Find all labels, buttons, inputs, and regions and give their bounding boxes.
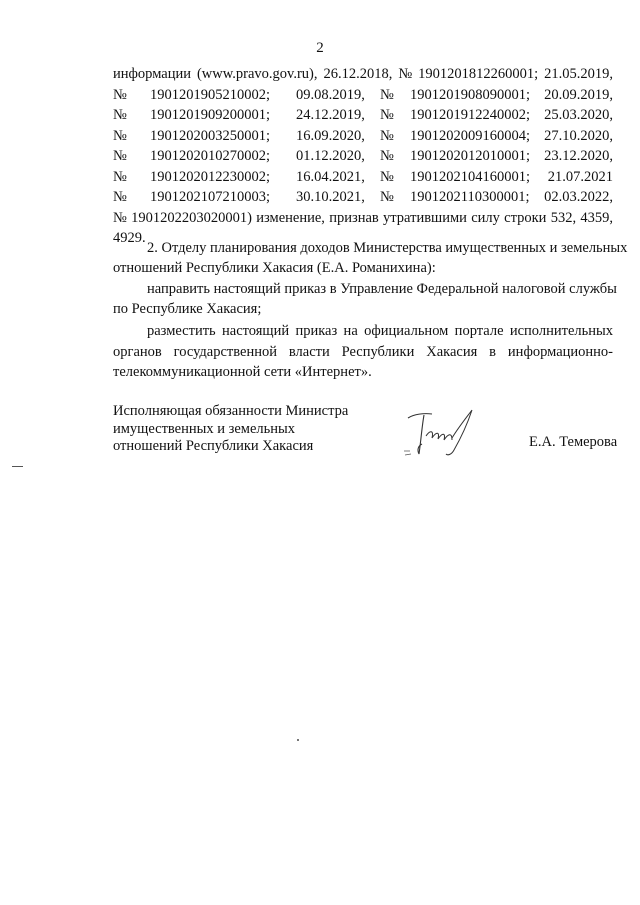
registry-row	[113, 189, 613, 210]
registry-date: 27.10.2020,	[544, 127, 613, 144]
registry-number: 1901202012010001;	[410, 148, 531, 164]
number-sign: №	[380, 168, 394, 185]
closing-word: №	[113, 209, 127, 226]
registry-date: 23.12.2020,	[544, 148, 613, 164]
registry-number: 1901201905210002;	[150, 86, 271, 103]
registry-date: 02.03.2022,	[544, 189, 613, 205]
closing-word: строки	[504, 209, 547, 226]
registry-date: 25.03.2020,	[544, 107, 613, 123]
item-2-line-3: телекоммуникационной сети «Интернет».	[113, 364, 372, 380]
number-sign: №	[113, 107, 127, 123]
page-number: 2	[316, 40, 324, 56]
registry-number: 1901202010270002;	[150, 148, 271, 164]
item-2-line-1	[113, 321, 613, 342]
registry-date: 16.09.2020,	[296, 127, 365, 144]
item-2-paragraph	[113, 321, 613, 383]
registry-date: 09.08.2019,	[296, 86, 365, 103]
registry-row	[113, 148, 613, 169]
registry-number: 1901202104160001;	[410, 168, 531, 185]
item-1-line-1: направить настоящий приказ в Управление Федеральной налоговой службы	[147, 281, 617, 297]
closing-word: силу	[471, 209, 500, 226]
registry-row	[113, 107, 613, 128]
paragraph-2-line-2: отношений Республики Хакасия (Е.А. Романихина):	[113, 260, 436, 276]
registry-date: 24.12.2019,	[296, 107, 365, 123]
number-sign: №	[380, 148, 394, 164]
signature-block	[113, 403, 348, 456]
registry-number: 1901202003250001;	[150, 127, 271, 144]
registry-word: 21.05.2019,	[544, 66, 613, 82]
registry-number: 1901201909200001;	[150, 107, 271, 123]
closing-word: 1901202203020001)	[131, 209, 252, 226]
registry-row	[113, 169, 613, 190]
registry-date: 20.09.2019,	[544, 86, 613, 103]
registry-date: 01.12.2020,	[296, 148, 365, 164]
signer-title-line-3: отношений Республики Хакасия	[113, 438, 314, 454]
item-2-line-2	[113, 342, 613, 363]
registry-number: 1901201912240002;	[410, 107, 531, 123]
registry-word: №	[398, 66, 413, 82]
number-sign: №	[113, 86, 127, 103]
signer-name: Е.А. Темерова	[529, 434, 618, 450]
closing-word: утратившими	[383, 209, 467, 226]
registry-number: 1901202012230002;	[150, 168, 271, 185]
closing-word: признав	[329, 209, 379, 226]
registry-number: 1901201908090001;	[410, 86, 531, 103]
registry-word: 1901201812260001;	[418, 66, 539, 82]
scan-speck	[297, 739, 299, 741]
paragraph-2-line-1: 2. Отделу планирования доходов Министерства имущественных и земельных	[147, 240, 628, 256]
closing-word: изменение,	[256, 209, 325, 226]
closing-word: 4359,	[580, 209, 613, 226]
registry-date: 21.07.2021	[547, 168, 613, 185]
registry-table	[113, 66, 613, 251]
closing-end-text: 4929.	[113, 230, 146, 246]
signer-title-line-2: имущественных и земельных	[113, 420, 296, 437]
number-sign: №	[113, 127, 127, 144]
registry-word: (www.pravo.gov.ru),	[196, 66, 318, 82]
registry-date: 16.04.2021,	[296, 168, 365, 185]
number-sign: №	[113, 148, 127, 164]
handwritten-signature	[402, 404, 480, 460]
number-sign: №	[380, 127, 394, 144]
registry-closing-line	[113, 210, 613, 231]
closing-word: 532,	[550, 209, 577, 226]
registry-word: информации	[113, 66, 191, 82]
margin-mark	[12, 466, 23, 467]
registry-word: 26.12.2018,	[323, 66, 393, 82]
number-sign: №	[113, 168, 127, 185]
registry-row	[113, 87, 613, 108]
number-sign: №	[113, 189, 127, 205]
number-sign: №	[380, 86, 394, 103]
item-2-line-1-text: разместить настоящий приказ на официальном портале исполнительных	[147, 323, 613, 339]
item-2-line-2-text: органов государственной власти Республики Хакасия в информационно-	[113, 343, 613, 360]
signer-title-line-1: Исполняющая обязанности Министра	[113, 403, 349, 419]
registry-first-line	[113, 66, 613, 87]
registry-date: 30.10.2021,	[296, 189, 365, 205]
registry-number: 1901202110300001;	[410, 189, 530, 205]
registry-number: 1901202009160004;	[410, 127, 531, 144]
number-sign: №	[380, 189, 394, 205]
number-sign: №	[380, 107, 394, 123]
item-1-line-2: по Республике Хакасия;	[113, 301, 262, 317]
registry-row	[113, 128, 613, 149]
registry-number: 1901202107210003;	[150, 189, 271, 205]
